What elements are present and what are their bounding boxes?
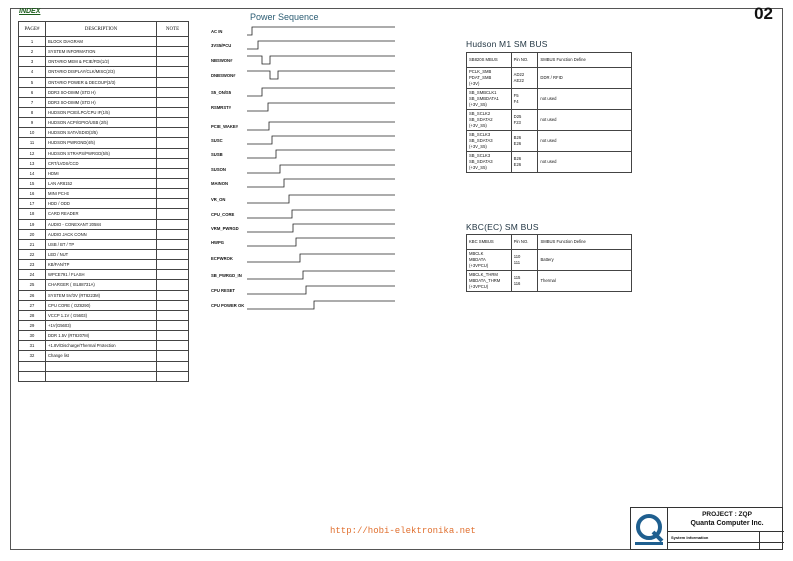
index-description: +1V(G5603) (46, 320, 157, 330)
smbus-pin: D25 (513, 114, 522, 119)
kbc-sm-bus-header: KBC SMBUS (467, 235, 512, 250)
index-page-number: 13 (19, 158, 46, 168)
smbus-pin: E26 (513, 141, 522, 146)
sheet-title: System Information (671, 535, 709, 540)
project-name: PROJECT : ZQP (702, 511, 752, 518)
signal-waveform (247, 271, 395, 279)
index-page-number: 28 (19, 310, 46, 320)
signal-label: VR_ON (211, 197, 226, 202)
index-page-number: 22 (19, 249, 46, 259)
index-description: HUDSON PCIE/LPC/CPU IF(1/5) (46, 107, 157, 117)
index-description: DDR 1.5V (RT8207M) (46, 331, 157, 341)
smbus-pin: 116 (513, 281, 521, 286)
index-header-note: NOTE (157, 22, 189, 37)
index-page-number: 19 (19, 219, 46, 229)
smbus-signal: SB_SDATA3 (469, 159, 493, 164)
signal-waveform (247, 301, 395, 309)
signal-waveform (247, 254, 395, 262)
kbc-sm-bus-header: Pin NO. (511, 235, 538, 250)
smbus-signal: (+3VPCU) (469, 263, 489, 268)
index-page-number: 16 (19, 189, 46, 199)
smbus-signal: SB_SDATA2 (469, 117, 493, 122)
index-page-number: 18 (19, 209, 46, 219)
smbus-pin: 110 (513, 254, 521, 259)
smbus-signal: PCLK_SMB (469, 69, 492, 74)
signal-label: CPU_CORE (211, 212, 235, 217)
index-description: DDR3 SO-DIMM (STD H) (46, 97, 157, 107)
index-description: LED / NUT (46, 249, 157, 259)
index-description: ONTARIO DISPLAY/CLK/MISC(2/3) (46, 67, 157, 77)
index-page-number: 20 (19, 229, 46, 239)
index-page-number: 10 (19, 128, 46, 138)
hudson-sm-bus-header: SMBUS Function Define (538, 53, 632, 68)
signal-label: RSMRST# (211, 105, 232, 110)
hudson-smbus-title: Hudson M1 SM BUS (466, 39, 548, 49)
index-page-number: 11 (19, 138, 46, 148)
index-description: AUDIO JACK CONN (46, 229, 157, 239)
index-description: SYSTEM INFORMATION (46, 47, 157, 57)
index-page-number: 24 (19, 270, 46, 280)
smbus-signal: MBDATA (469, 257, 486, 262)
smbus-row (467, 152, 632, 173)
index-description: ONTARIO MEM & PCIE/FDI(1/2) (46, 57, 157, 67)
sheet-number: 02 (754, 4, 773, 23)
index-description: HDD / ODD (46, 199, 157, 209)
smbus-row (467, 110, 632, 131)
index-page-number: 1 (19, 37, 46, 47)
watermark: http://hobi-elektronika.net (330, 526, 476, 536)
signal-label: ECPWROK (211, 256, 233, 261)
signal-waveform (247, 224, 395, 232)
index-description: VCCP 1.1V ( G5603) (46, 310, 157, 320)
smbus-pin: 111 (513, 260, 521, 265)
index-page-number: 25 (19, 280, 46, 290)
index-description: USB / BT / TP (46, 239, 157, 249)
smbus-signal: SB_SDATA3 (469, 138, 493, 143)
hudson-sm-bus-header: SB820S MBUS (467, 53, 512, 68)
signal-waveform (247, 41, 395, 49)
signal-label: PCIE_WAKE# (211, 124, 238, 129)
hudson-sm-bus-header: Pin NO. (511, 53, 538, 68)
index-page-number: 2 (19, 47, 46, 57)
power-sequence-title: Power Sequence (250, 12, 319, 22)
kbc-smbus-table (466, 234, 632, 292)
index-page-number: 8 (19, 107, 46, 117)
index-header-description: DESCRIPTION (46, 22, 157, 37)
index-page-number: 31 (19, 341, 46, 351)
smbus-signal: MBCLK (469, 251, 484, 256)
index-page-number: 9 (19, 118, 46, 128)
smbus-function: not used (538, 152, 632, 173)
index-page-number: 30 (19, 331, 46, 341)
signal-label: SUSC (211, 138, 223, 143)
index-description: BLOCK DIAGRAM (46, 37, 157, 47)
index-page-number: 5 (19, 77, 46, 87)
smbus-pin: F4 (513, 99, 519, 104)
signal-waveform (247, 179, 395, 187)
index-page-number: 27 (19, 300, 46, 310)
index-description: HUDSON ACPI/GPIO/USB (2/5) (46, 118, 157, 128)
index-description: CHARGER ( ISL88731A) (46, 280, 157, 290)
signal-waveform (247, 71, 395, 79)
signal-waveform (247, 150, 395, 158)
smbus-signal: MBDATA_THRM (469, 278, 501, 283)
index-page-number: 15 (19, 178, 46, 188)
index-page-number: 21 (19, 239, 46, 249)
index-description: WPCE791 / FLASH (46, 270, 157, 280)
smbus-row (467, 250, 632, 271)
smbus-signal: SB_SMBCLK1 (469, 90, 497, 95)
signal-label: SUSB (211, 152, 223, 157)
index-description: DDR3 SO-DIMM (STD H) (46, 87, 157, 97)
smbus-signal: SB_SMBDATA1 (469, 96, 499, 101)
signal-label: VRM_PWRGD (211, 226, 239, 231)
smbus-signal: (+3V_S5) (469, 102, 487, 107)
smbus-function: Thermal (538, 271, 632, 292)
index-description: HUDSON SATA/SDIO(3/5) (46, 128, 157, 138)
smbus-signal: PDAT_SMB (469, 75, 492, 80)
smbus-signal: SB_SCLK2 (469, 111, 491, 116)
smbus-pin: B26 (513, 156, 522, 161)
smbus-function: Battery (538, 250, 632, 271)
smbus-function: DDR / RFID (538, 68, 632, 89)
signal-waveform (247, 210, 395, 218)
signal-label: MAINON (211, 181, 228, 186)
smbus-signal: MBCLK_THRM (469, 272, 498, 277)
smbus-function: not used (538, 131, 632, 152)
signal-label: CPU POWER OK (211, 303, 245, 308)
smbus-pin: E26 (513, 162, 522, 167)
index-page-number: 14 (19, 168, 46, 178)
index-page-number: 26 (19, 290, 46, 300)
signal-label: 3VS5/PCU (211, 43, 232, 48)
smbus-signal: SB_SCLK3 (469, 132, 491, 137)
index-page-number: 6 (19, 87, 46, 97)
index-page-number: 23 (19, 260, 46, 270)
index-title: INDEX (19, 8, 41, 15)
smbus-row (467, 68, 632, 89)
smbus-function: not used (538, 89, 632, 110)
index-description: +1.8V/Discharge/Thermal Protection (46, 341, 157, 351)
hudson-smbus-table (466, 52, 632, 173)
index-description: Change list (46, 351, 157, 361)
index-page-number: 17 (19, 199, 46, 209)
signal-label: DNBSWON# (211, 73, 236, 78)
signal-label: SB_PWRGD_IN (211, 273, 242, 278)
signal-label: HWPG (211, 240, 225, 245)
index-page-number: 32 (19, 351, 46, 361)
index-description: KB/FAN/TP (46, 260, 157, 270)
smbus-signal: SB_SCLK3 (469, 153, 491, 158)
smbus-row (467, 89, 632, 110)
index-description: HDMI (46, 168, 157, 178)
signal-waveform (247, 165, 395, 173)
index-page-number: 3 (19, 57, 46, 67)
smbus-row (467, 131, 632, 152)
signal-waveform (247, 88, 395, 96)
index-description: SYSTEM 5V/3V (RT8223M) (46, 290, 157, 300)
index-description: LAN AR8152 (46, 178, 157, 188)
smbus-pin: F5 (513, 93, 519, 98)
smbus-pin: AD22 (513, 72, 525, 77)
quanta-logo-icon (631, 508, 668, 550)
signal-waveform (247, 136, 395, 144)
signal-waveform (247, 56, 395, 64)
company-name: Quanta Computer Inc. (690, 520, 764, 527)
smbus-pin: B26 (513, 135, 522, 140)
smbus-pin: AE22 (513, 78, 524, 83)
index-page-number: 4 (19, 67, 46, 77)
signal-waveform (247, 238, 395, 246)
smbus-signal: (+3V_S5) (469, 123, 487, 128)
signal-label: S5_ON/S5 (211, 90, 232, 95)
index-description: CRT/LVDS/CCD (46, 158, 157, 168)
index-page-number: 7 (19, 97, 46, 107)
smbus-row (467, 271, 632, 292)
smbus-signal: (+3V_S5) (469, 165, 487, 170)
title-block (630, 507, 783, 550)
index-description: HUDSON STRAPS/PWRGD(5/5) (46, 148, 157, 158)
index-description: MINI PCI-E (46, 189, 157, 199)
index-page-number: 12 (19, 148, 46, 158)
smbus-signal: (+3V) (469, 81, 480, 86)
smbus-signal: (+3VPCU) (469, 284, 489, 289)
signal-label: NBSWON# (211, 58, 233, 63)
index-page-number: 29 (19, 320, 46, 330)
signal-label: CPU RESET (211, 288, 235, 293)
smbus-signal: (+3V_S5) (469, 144, 487, 149)
signal-waveform (247, 195, 395, 203)
index-description: HUDSON PWRGND(4/5) (46, 138, 157, 148)
signal-label: SUSON (211, 167, 226, 172)
kbc-sm-bus-header: SMBUS Function Define (538, 235, 632, 250)
index-description: CPU CORE ( OZ8290) (46, 300, 157, 310)
index-description: AUDIO - CONEXANT 20584 (46, 219, 157, 229)
signal-waveform (247, 122, 395, 130)
kbc-smbus-title: KBC(EC) SM BUS (466, 222, 539, 232)
index-header-page: PAGE# (19, 22, 46, 37)
signal-waveform (247, 286, 395, 294)
signal-waveform (247, 27, 395, 35)
signal-label: AC IN (211, 29, 223, 34)
smbus-function: not used (538, 110, 632, 131)
index-description: ONTARIO POWER & DECOUP(3/3) (46, 77, 157, 87)
smbus-pin: 115 (513, 275, 521, 280)
signal-waveform (247, 103, 395, 111)
index-description: CARD READER (46, 209, 157, 219)
smbus-pin: F23 (513, 120, 521, 125)
